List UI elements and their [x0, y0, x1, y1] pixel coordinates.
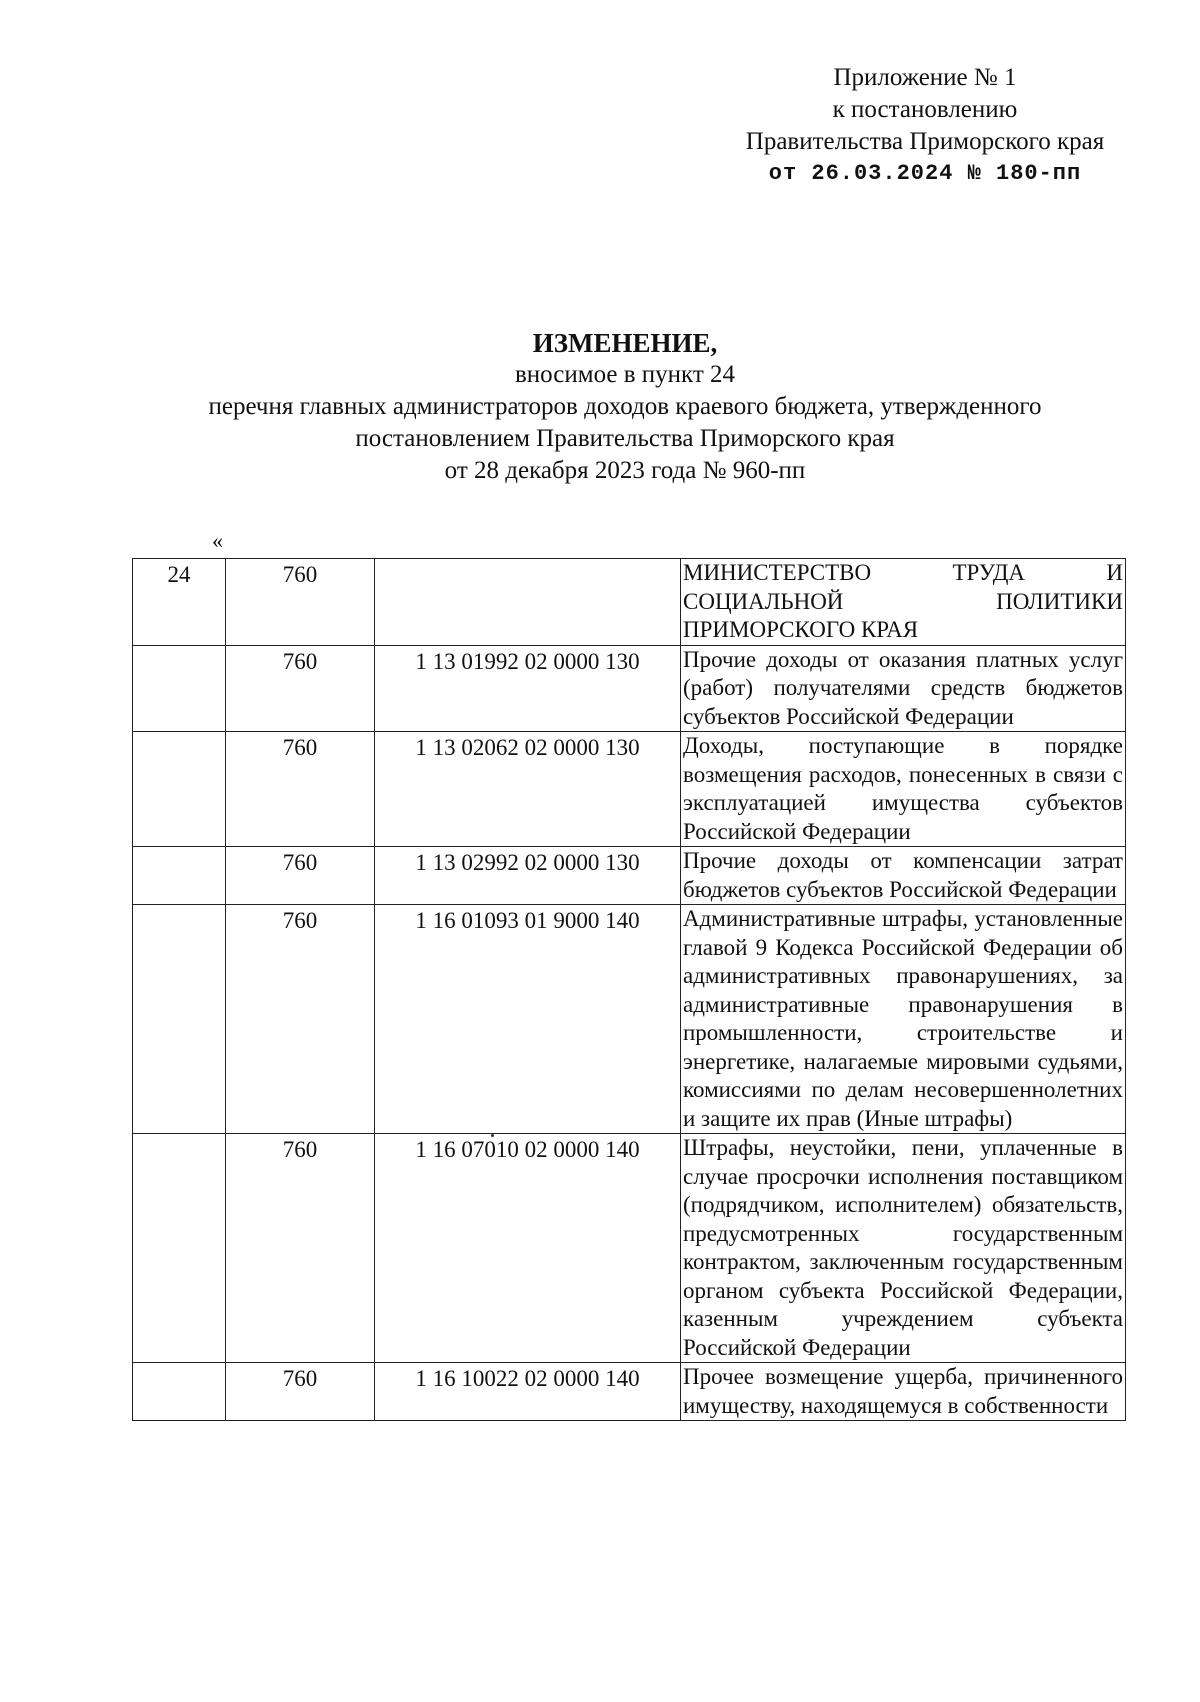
table-row	[133, 847, 1126, 905]
description-text: МИНИСТЕРСТВО ТРУДА И СОЦИАЛЬНОЙ ПОЛИТИКИ ПРИМОРСКОГО КРАЯ	[683, 560, 1123, 642]
description-cell	[681, 732, 1126, 847]
description-cell	[681, 1134, 1126, 1363]
row-number-cell: 24	[133, 559, 226, 646]
description-text: Прочие доходы от компенсации затрат бюджетов субъектов Российской Федерации	[683, 848, 1123, 902]
appendix-government: Правительства Приморского края	[745, 128, 1105, 155]
appendix-number: Приложение № 1	[833, 64, 1017, 91]
administrator-code-cell: 760	[226, 645, 375, 732]
description-text: Доходы, поступающие в порядке возмещения расходов, понесенных в связи с эксплуатацией имущества субъектов Российской Федерации	[683, 733, 1123, 844]
administrator-code-cell: 760	[226, 905, 375, 1134]
row-number-cell	[133, 1363, 226, 1421]
description-cell	[681, 847, 1126, 905]
description-text: Прочее возмещение ущерба, причиненного имуществу, находящемуся в собственности	[683, 1364, 1123, 1418]
description-text: Административные штрафы, установленные главой 9 Кодекса Российской Федерации об административных правонарушениях, за административные правонарушения в промышленности, строительстве и энергетике, налагаемые мировыми судьями, комиссиями по делам несовершеннолетних и защите их прав (Иные штрафы)	[683, 906, 1123, 1131]
appendix-header	[700, 62, 1150, 190]
appendix-to-resolution: к постановлению	[832, 96, 1018, 123]
description-cell	[681, 905, 1126, 1134]
revenue-code-cell: 1 16 07010 02 0000 140	[375, 1134, 681, 1363]
table-row	[133, 732, 1126, 847]
table-row	[133, 559, 1126, 646]
scan-speck	[491, 1134, 494, 1137]
row-number-cell	[133, 905, 226, 1134]
administrator-code-cell: 760	[226, 559, 375, 646]
description-cell	[681, 559, 1126, 646]
administrator-code-cell: 760	[226, 732, 375, 847]
title-main: ИЗМЕНЕНИЕ,	[532, 328, 718, 358]
title-line-date: от 28 декабря 2023 года № 960-пп	[444, 457, 806, 484]
description-cell	[681, 645, 1126, 732]
title-line-resolution: постановлением Правительства Приморского края	[355, 425, 895, 452]
table-row	[133, 1134, 1126, 1363]
revenue-code-cell: 1 13 02062 02 0000 130	[375, 732, 681, 847]
description-text: Прочие доходы от оказания платных услуг (работ) получателями средств бюджетов субъектов Российской Федерации	[683, 646, 1123, 729]
table-row	[133, 905, 1126, 1134]
revenue-code-cell: 1 16 10022 02 0000 140	[375, 1363, 681, 1421]
administrator-code-cell: 760	[226, 1363, 375, 1421]
administrator-code-cell: 760	[226, 847, 375, 905]
title-line-point: вносимое в пункт 24	[514, 361, 736, 388]
table-row	[133, 1363, 1126, 1421]
revenue-code-cell: 1 13 01992 02 0000 130	[375, 645, 681, 732]
opening-quote-mark: «	[212, 528, 223, 553]
administrator-code-cell: 760	[226, 1134, 375, 1363]
revenue-code-cell	[375, 559, 681, 646]
row-number-cell	[133, 847, 226, 905]
table-row	[133, 645, 1126, 732]
row-number-cell	[133, 1134, 226, 1363]
row-number-cell	[133, 645, 226, 732]
document-title	[80, 327, 1170, 487]
description-cell	[681, 1363, 1126, 1421]
revenue-code-cell: 1 13 02992 02 0000 130	[375, 847, 681, 905]
revenue-code-cell: 1 16 01093 01 9000 140	[375, 905, 681, 1134]
order-date-number: от 26.03.2024 № 180-пп	[768, 161, 1082, 186]
description-text: Штрафы, неустойки, пени, уплаченные в случае просрочки исполнения поставщиком (подрядчиком, исполнителем) обязательств, предусмотренных государственным контрактом, заключенным государственным органом субъекта Российской Федерации, казенным учреждением субъекта Российской Федерации	[683, 1135, 1123, 1360]
revenue-administrators-table	[132, 558, 1126, 1421]
title-line-list: перечня главных администраторов доходов краевого бюджета, утвержденного	[208, 393, 1042, 420]
row-number-cell	[133, 732, 226, 847]
